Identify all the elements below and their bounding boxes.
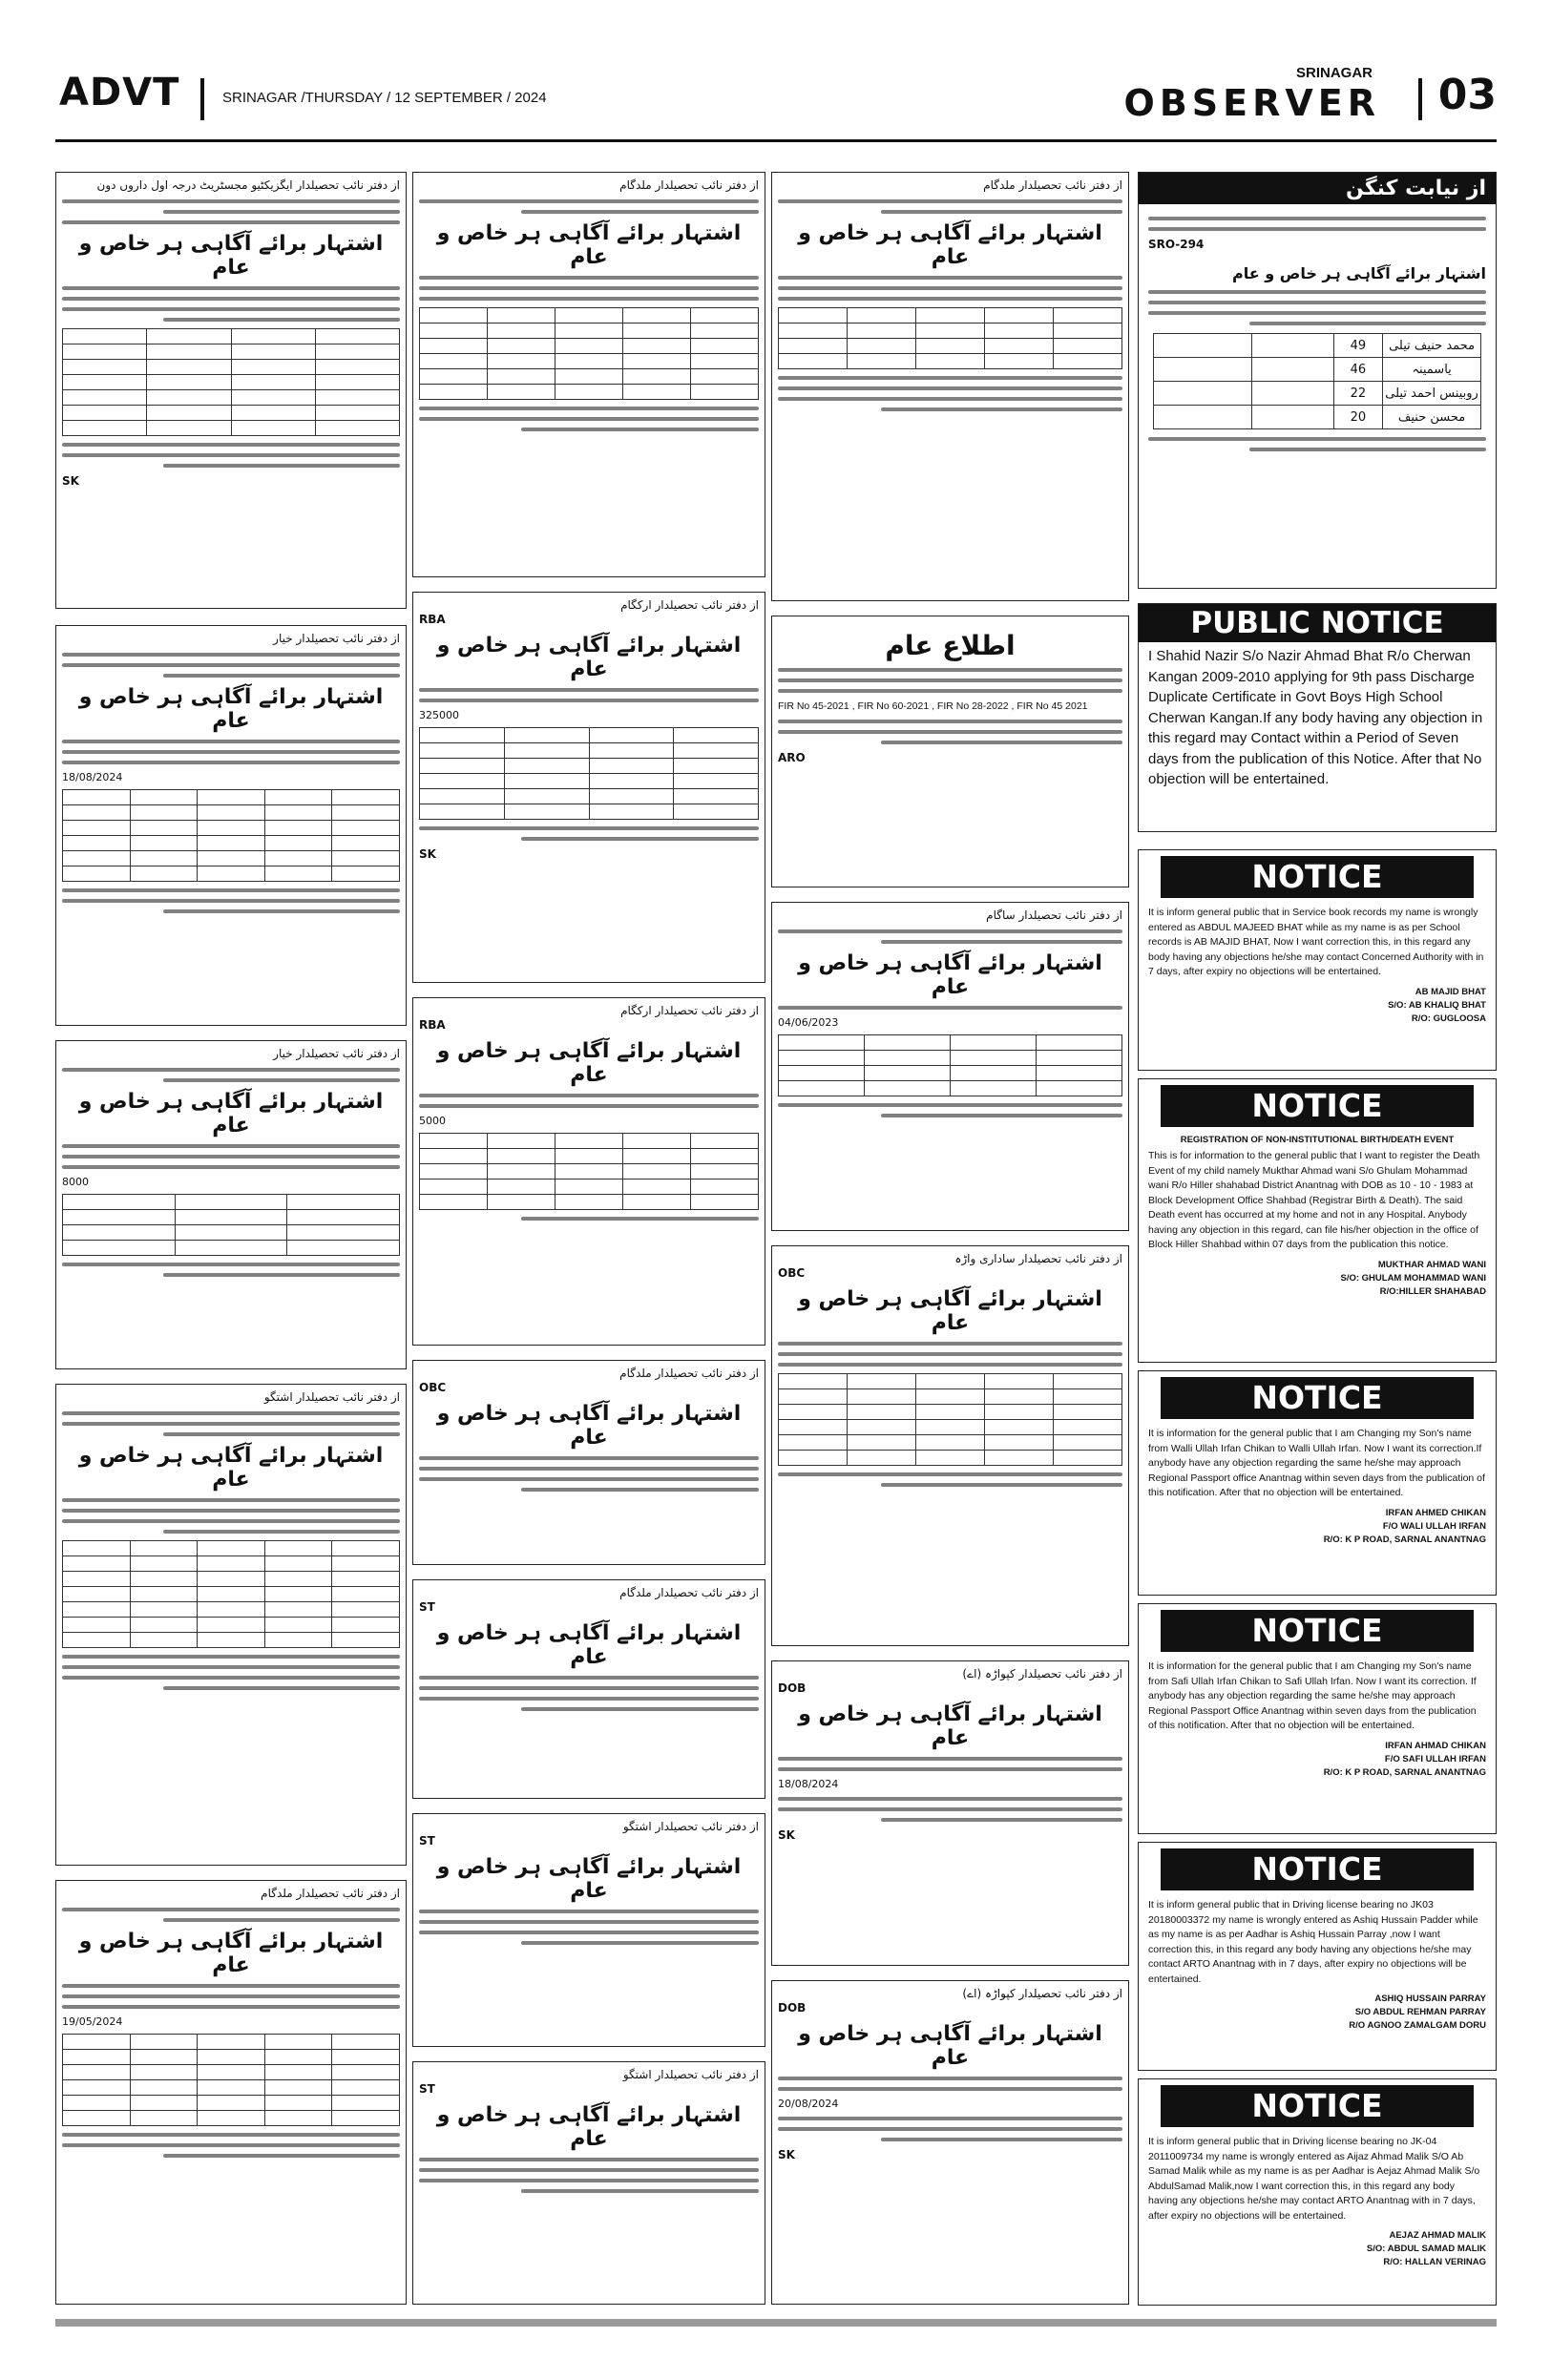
- notice: [1138, 2078, 1497, 2306]
- table-cell: یاسمینہ: [1383, 358, 1481, 382]
- public-notice: [1138, 603, 1497, 832]
- urdu-ad: [771, 616, 1129, 887]
- ad-office: از دفتر نائب تحصیلدار ایگزیکٹیو مجسٹریٹ درجہ اول داروں دون: [96, 178, 400, 192]
- urdu-ad: [412, 2061, 765, 2305]
- ad-title: اشتہار برائے آگاہی ہر خاص و عام: [436, 2103, 742, 2151]
- ad-amount: 325000: [419, 709, 459, 721]
- kangan-ref: SRO-294: [1148, 238, 1205, 251]
- notice: [1138, 849, 1497, 1071]
- ad-table: [778, 1034, 1122, 1096]
- kangan-notice: [1138, 172, 1497, 589]
- table-cell: 22: [1333, 382, 1382, 406]
- notice-heading: NOTICE: [1161, 1610, 1474, 1652]
- ad-table: [62, 328, 400, 436]
- kangan-heading: از نیابت کنگن: [1139, 173, 1496, 204]
- signature-name: AEJAZ AHMAD MALIK: [1389, 2230, 1486, 2241]
- ad-office: از دفتر نائب تحصیلدار اشتگو: [263, 1390, 400, 1404]
- urdu-ad: [412, 1813, 765, 2047]
- signature-name: IRFAN AHMAD CHIKAN: [1385, 1740, 1486, 1751]
- page-header: [55, 65, 1497, 137]
- urdu-ad: [55, 1040, 407, 1369]
- notice-heading: NOTICE: [1161, 2085, 1474, 2127]
- table-cell: محمد حنیف تیلی: [1383, 334, 1481, 358]
- signature-parent: S/O: AB KHALIQ BHAT: [1388, 999, 1486, 1011]
- notice-heading: NOTICE: [1161, 856, 1474, 898]
- notice-body: It is inform general public that in Service book records my name is wrongly entered as ABDUL MAJEED BHAT while as my name is as per School records is AB MAJID BHAT, Now I want correction this, in this regard any body having any objections he/she may contact Concerned Authority with in 7 days, after expiry no objections will be entertained.: [1148, 907, 1484, 977]
- urdu-ad: [771, 172, 1129, 601]
- ad-initials: SK: [62, 474, 79, 488]
- public-notice-body: I Shahid Nazir S/o Nazir Ahmad Bhat R/o Cherwan Kangan 2009-2010 applying for 9th pass Discharge Duplicate Certificate in Govt Boys High School Cherwan Kangan.If any body having any objection in this regard may Contact within a Period of Seven days from the publication of this Notice. After that No objection will be entertained.: [1148, 648, 1483, 787]
- ad-title: اشتہار برائے آگاہی ہر خاص و عام: [798, 951, 1102, 999]
- ad-tag: ST: [419, 1600, 435, 1614]
- ad-tag: ST: [419, 2082, 435, 2096]
- ad-title: اطلاع عام: [885, 630, 1016, 661]
- kangan-title: اشتہار برائے آگاہی ہر خاص و عام: [1232, 264, 1486, 282]
- ad-date: 19/05/2024: [62, 2015, 123, 2028]
- ad-office: از دفتر نائب تحصیلدار ملدگام: [619, 1367, 759, 1380]
- ad-amount: 5000: [419, 1115, 446, 1127]
- table-cell: 20: [1333, 406, 1382, 429]
- signature-name: IRFAN AHMED CHIKAN: [1385, 1507, 1486, 1518]
- table-cell: محسن حنیف: [1383, 406, 1481, 429]
- urdu-ad: [771, 1245, 1129, 1646]
- ad-table: [62, 2034, 400, 2126]
- signature-address: R/O: GUGLOOSA: [1411, 1013, 1486, 1024]
- notice-heading: NOTICE: [1161, 1848, 1474, 1890]
- ad-office: از دفتر نائب تحصیلدار ملدگام: [261, 1887, 400, 1900]
- ad-tag: DOB: [778, 2001, 807, 2015]
- ad-table: [778, 307, 1122, 369]
- ad-table: [62, 1194, 400, 1256]
- ad-date: 18/08/2024: [778, 1778, 839, 1790]
- urdu-ad: [412, 592, 765, 983]
- ad-title: اشتہار برائے آگاہی ہر خاص و عام: [436, 221, 742, 269]
- ad-tag: OBC: [419, 1381, 447, 1394]
- ad-title: اشتہار برائے آگاہی ہر خاص و عام: [436, 1855, 742, 1903]
- ad-title: اشتہار برائے آگاہی ہر خاص و عام: [436, 1039, 742, 1087]
- ad-title: اشتہار برائے آگاہی ہر خاص و عام: [436, 1621, 742, 1669]
- ad-fir-list: FIR No 45-2021 , FIR No 60-2021 , FIR No 28-2022 , FIR No 45 2021: [778, 700, 1088, 712]
- footer-rule: [55, 2319, 1497, 2327]
- notice-heading: NOTICE: [1161, 1377, 1474, 1419]
- signature-name: ASHIQ HUSSAIN PARRAY: [1374, 1994, 1486, 2004]
- ad-table: [419, 1133, 759, 1210]
- urdu-ad: [55, 172, 407, 609]
- signature-parent: S/O ABDUL REHMAN PARRAY: [1354, 2007, 1486, 2017]
- urdu-ad: [412, 1579, 765, 1799]
- ad-title: اشتہار برائے آگاہی ہر خاص و عام: [436, 1402, 742, 1450]
- ad-title: اشتہار برائے آگاہی ہر خاص و عام: [78, 1444, 384, 1492]
- table-cell: روبینس احمد تیلی: [1383, 382, 1481, 406]
- ad-table: [419, 727, 759, 820]
- ad-initials: SK: [778, 2148, 795, 2161]
- ad-tag: ARO: [778, 751, 806, 764]
- signature-name: MUKTHAR AHMAD WANI: [1377, 1259, 1486, 1270]
- ad-date: 20/08/2024: [778, 2098, 839, 2110]
- ad-office: از دفتر نائب تحصیلدار ملدگام: [619, 1586, 759, 1599]
- ad-initials: SK: [419, 847, 436, 861]
- signature-parent: F/O WALI ULLAH IRFAN: [1382, 1520, 1486, 1532]
- ad-tag: OBC: [778, 1266, 806, 1280]
- notice: [1138, 1603, 1497, 1834]
- signature-address: R/O AGNOO ZAMALGAM DORU: [1349, 2020, 1486, 2031]
- ad-office: از دفتر نائب تحصیلدار ارکگام: [620, 598, 759, 612]
- ad-table: [419, 307, 759, 400]
- ad-table: [778, 1373, 1122, 1466]
- dateline: SRINAGAR /THURSDAY / 12 SEPTEMBER / 2024: [222, 90, 547, 106]
- brand-city: SRINAGAR: [1295, 65, 1373, 81]
- header-divider-right: [1418, 78, 1422, 120]
- ad-office: از دفتر نائب تحصیلدار کپواڑہ (اے): [962, 1667, 1122, 1681]
- signature-address: R/O:HILLER SHAHABAD: [1379, 1285, 1486, 1297]
- signature-parent: S/O: GHULAM MOHAMMAD WANI: [1340, 1272, 1486, 1284]
- header-divider: [200, 78, 204, 120]
- ad-office: از دفتر نائب تحصیلدار ساداری واڑہ: [954, 1252, 1122, 1265]
- page-number: 03: [1437, 71, 1497, 119]
- notice: [1138, 1842, 1497, 2071]
- ad-office: از دفتر نائب تحصیلدار اشتگو: [622, 2068, 759, 2081]
- ad-office: از دفتر نائب تحصیلدار ملدگام: [619, 178, 759, 192]
- ad-title: اشتہار برائے آگاہی ہر خاص و عام: [78, 685, 384, 733]
- header-rule: [55, 139, 1497, 142]
- signature-parent: F/O SAFI ULLAH IRFAN: [1384, 1753, 1486, 1764]
- urdu-ad: [55, 625, 407, 1026]
- ad-office: از دفتر نائب تحصیلدار خیار: [273, 632, 400, 645]
- table-cell: 46: [1333, 358, 1382, 382]
- signature-address: R/O: HALLAN VERINAG: [1383, 2257, 1486, 2267]
- ad-office: از دفتر نائب تحصیلدار کپواڑہ (اے): [962, 1987, 1122, 2000]
- ad-title: اشتہار برائے آگاہی ہر خاص و عام: [78, 1930, 384, 1977]
- notice: [1138, 1370, 1497, 1596]
- urdu-ad: [412, 172, 765, 577]
- ad-date: 04/06/2023: [778, 1016, 839, 1029]
- ad-title: اشتہار برائے آگاہی ہر خاص و عام: [798, 1287, 1102, 1335]
- ad-amount: 8000: [62, 1176, 89, 1188]
- ad-title: اشتہار برائے آگاہی ہر خاص و عام: [78, 1090, 384, 1138]
- notice-heading: NOTICE: [1161, 1085, 1474, 1127]
- urdu-ad: [771, 902, 1129, 1231]
- ad-office: از دفتر نائب تحصیلدار ارکگام: [620, 1004, 759, 1017]
- notice: [1138, 1078, 1497, 1363]
- ad-initials: SK: [778, 1828, 795, 1842]
- ad-tag: RBA: [419, 613, 446, 626]
- ad-title: اشتہار برائے آگاہی ہر خاص و عام: [798, 221, 1102, 269]
- brand-logo: OBSERVER: [1123, 82, 1380, 124]
- ad-table: [62, 1540, 400, 1648]
- ad-title: اشتہار برائے آگاہی ہر خاص و عام: [798, 2022, 1102, 2070]
- ad-tag: ST: [419, 1834, 435, 1848]
- public-notice-heading: PUBLIC NOTICE: [1139, 604, 1496, 642]
- notice-body: This is for information to the general public that I want to register the Death Event of my child namely Mukthar Ahmad wani S/o Ghulam Mohammad wani R/o Hiller shahabad District Anantnag with DOB as 10 - 10 - 1983 at Block Development Office Shahbad (Registrar Birth & Death). The said Death event has occurred at my home and not in any Hospital. Anybody having any objection in this regard, can file his/her objection in the office of Block Hiller Shahbad within 07 days from the publication this notice.: [1148, 1150, 1480, 1250]
- ad-office: از دفتر نائب تحصیلدار ساگام: [986, 908, 1122, 922]
- notice-body: It is inform general public that in Driving license bearing no JK-04 2011009734 my name is wrongly entered as Aijaz Ahmad Malik S/O Ab Samad Malik while as my name is as per Aadhar is Aejaz Ahmad Malik S/o AbdulSamad Malik,now I want correction this, in this regard any body having any objections he/she may contact ARTO Anantnag with in 7 days, after expiry no objections will be entertained.: [1148, 2136, 1480, 2222]
- signature-address: R/O: K P ROAD, SARNAL ANANTNAG: [1323, 1534, 1486, 1545]
- ad-title: اشتہار برائے آگاہی ہر خاص و عام: [798, 1702, 1102, 1750]
- signature-parent: S/O: ABDUL SAMAD MALIK: [1366, 2244, 1486, 2254]
- ad-office: از دفتر نائب تحصیلدار ملدگام: [983, 178, 1122, 192]
- ad-date: 18/08/2024: [62, 771, 123, 783]
- table-cell: 49: [1333, 334, 1382, 358]
- ad-tag: DOB: [778, 1681, 807, 1695]
- urdu-ad: [771, 1980, 1129, 2305]
- signature-name: AB MAJID BHAT: [1415, 986, 1486, 997]
- notice-body: It is information for the general public that I am Changing my Son's name from Safi Ullah Irfan Chikan to Safi Ullah Irfan. Now I want its correction. If anybody has any objection regarding the same he/she may approach Regional Passport Office Anantnag within seven days from the publication of this notification. After that no objection will be entertained.: [1148, 1660, 1477, 1731]
- urdu-ad: [412, 1360, 765, 1565]
- kangan-table: [1153, 333, 1481, 429]
- signature-address: R/O: K P ROAD, SARNAL ANANTNAG: [1323, 1766, 1486, 1778]
- ad-office: از دفتر نائب تحصیلدار اشتگو: [622, 1820, 759, 1833]
- urdu-ad: [55, 1384, 407, 1866]
- ad-title: اشتہار برائے آگاہی ہر خاص و عام: [436, 634, 742, 681]
- notice-subheading: REGISTRATION OF NON-INSTITUTIONAL BIRTH/DEATH EVENT: [1180, 1135, 1455, 1145]
- notice-body: It is information for the general public that I am Changing my Son's name from Walli Ullah Irfan Chikan to Walli Ullah Irfan. Now I want its correction.If anybody have any objection regarding the same he/she may approach Regional Passport office Anantnag within seven days from the publication of this notification. After that no objection will be entertained.: [1148, 1428, 1485, 1498]
- section-label: ADVT: [59, 71, 180, 115]
- notice-body: It is inform general public that in Driving license bearing no JK03 20180003372 my name is wrongly entered as Ashiq Hussain Padder while as my name is as per Aadhar is Ashiq Hussain Parray ,now I want correction this, in this regard any body having any objections he/she may contact ARTO Anantnag with in 7 days, after expiry no objections will be entertained.: [1148, 1899, 1478, 1985]
- urdu-ad: [771, 1660, 1129, 1966]
- ad-office: از دفتر نائب تحصیلدار خیار: [273, 1047, 400, 1060]
- urdu-ad: [55, 1880, 407, 2305]
- ad-tag: RBA: [419, 1018, 446, 1032]
- urdu-ad: [412, 997, 765, 1346]
- ad-title: اشتہار برائے آگاہی ہر خاص و عام: [78, 232, 384, 280]
- ad-table: [62, 789, 400, 882]
